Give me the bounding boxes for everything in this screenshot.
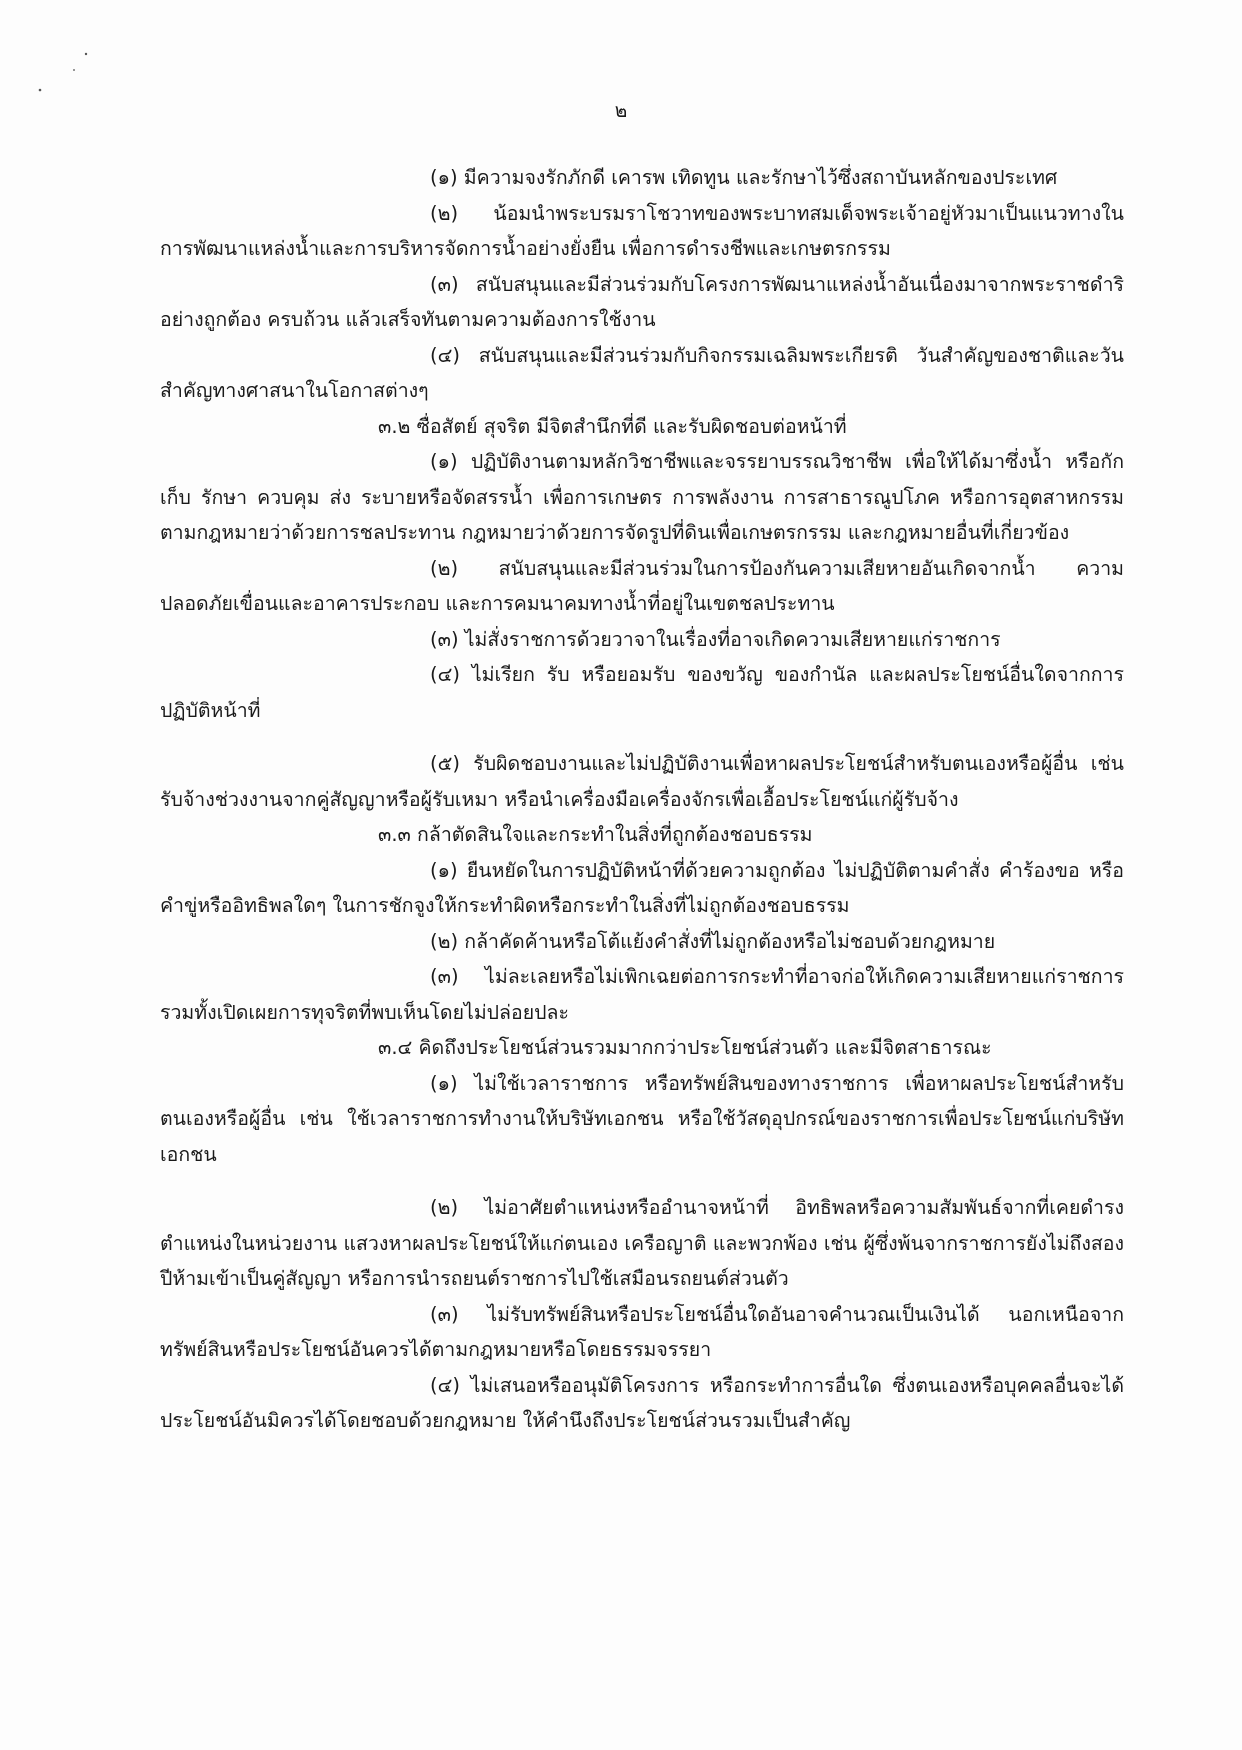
paragraph-public-2: (๒) ไม่อาศัยตำแหน่งหรืออำนาจหน้าที่ อิทธิพลหรือความสัมพันธ์จากที่เคยดำรงตำแหน่งในหน่วยงาน แสวงหาผลประโยชน์ให้แก่ตนเอง เครือญาติ และพวกพ้อง เช่น ผู้ซึ่งพ้นจากราชการยังไม่ถึงสองปีห้ามเข้าเป็นคู่สัญญา หรือการนำรถยนต์ราชการไปใช้เสมือนรถยนต์ส่วนตัว <box>160 1196 1124 1290</box>
paragraph-courage-1: (๑) ยืนหยัดในการปฏิบัติหน้าที่ด้วยความถูกต้อง ไม่ปฏิบัติตามคำสั่ง คำร้องขอ หรือคำขู่หรืออิทธิพลใดๆ ในการชักจูงให้กระทำผิดหรือกระทำในสิ่งที่ไม่ถูกต้องชอบธรรม <box>160 858 1124 917</box>
section-heading-3-2: ๓.๒ ซื่อสัตย์ สุจริต มีจิตสำนึกที่ดี และรับผิดชอบต่อหน้าที่ <box>378 414 847 438</box>
paragraph-honesty-3: (๓) ไม่สั่งราชการด้วยวาจาในเรื่องที่อาจเกิดความเสียหายแก่ราชการ <box>430 627 1001 651</box>
paragraph-loyalty-2: (๒) น้อมนำพระบรมราโชวาทของพระบาทสมเด็จพระเจ้าอยู่หัวมาเป็นแนวทางในการพัฒนาแหล่งน้ำและการบริหารจัดการน้ำอย่างยั่งยืน เพื่อการดำรงชีพและเกษตรกรรม <box>160 201 1124 260</box>
paragraph-public-1: (๑) ไม่ใช้เวลาราชการ หรือทรัพย์สินของทางราชการ เพื่อหาผลประโยชน์สำหรับตนเองหรือผู้อื่น เช่น ใช้เวลาราชการทำงานให้บริษัทเอกชน หรือใช้วัสดุอุปกรณ์ของราชการเพื่อประโยชน์แก่บริษัทเอกชน <box>160 1071 1124 1166</box>
paragraph-honesty-4: (๔) ไม่เรียก รับ หรือยอมรับ ของขวัญ ของกำนัล และผลประโยชน์อื่นใดจากการปฏิบัติหน้าที่ <box>160 663 1124 722</box>
paragraph-courage-2: (๒) กล้าคัดค้านหรือโต้แย้งคำสั่งที่ไม่ถูกต้องหรือไม่ชอบด้วยกฎหมาย <box>430 929 996 953</box>
paragraph-loyalty-4: (๔) สนับสนุนและมีส่วนร่วมกับกิจกรรมเฉลิมพระเกียรติ วันสำคัญของชาติและวันสำคัญทางศาสนาในโอกาสต่างๆ <box>160 343 1124 402</box>
paragraph-loyalty-1: (๑) มีความจงรักภักดี เคารพ เทิดทูน และรักษาไว้ซึ่งสถาบันหลักของประเทศ <box>430 166 1058 189</box>
paragraph-honesty-1: (๑) ปฏิบัติงานตามหลักวิชาชีพและจรรยาบรรณวิชาชีพ เพื่อให้ได้มาซึ่งน้ำ หรือกักเก็บ รักษา ควบคุม ส่ง ระบายหรือจัดสรรน้ำ เพื่อการเกษตร การพลังงาน การสาธารณูปโภค หรือการอุตสาหกรรม ตามกฎหมายว่าด้วยการชลประทาน กฎหมายว่าด้วยการจัดรูปที่ดินเพื่อเกษตรกรรม และกฎหมายอื่นที่เกี่ยวข้อง <box>160 450 1124 544</box>
paragraph-public-4: (๔) ไม่เสนอหรืออนุมัติโครงการ หรือกระทำการอื่นใด ซึ่งตนเองหรือบุคคลอื่นจะได้ประโยชน์อันมิควรได้โดยชอบด้วยกฎหมาย ให้คำนึงถึงประโยชน์ส่วนรวมเป็นสำคัญ <box>160 1373 1124 1432</box>
paragraph-honesty-5: (๕) รับผิดชอบงานและไม่ปฏิบัติงานเพื่อหาผลประโยชน์สำหรับตนเองหรือผู้อื่น เช่น รับจ้างช่วงงานจากคู่สัญญาหรือผู้รับเหมา หรือนำเครื่องมือเครื่องจักรเพื่อเอื้อประโยชน์แก่ผู้รับจ้าง <box>160 752 1124 811</box>
document-body <box>160 160 1124 1439</box>
page-number: ๒ <box>614 100 628 122</box>
paragraph-courage-3: (๓) ไม่ละเลยหรือไม่เพิกเฉยต่อการกระทำที่อาจก่อให้เกิดความเสียหายแก่ราชการรวมทั้งเปิดเผยการทุจริตที่พบเห็นโดยไม่ปล่อยปละ <box>160 965 1124 1024</box>
section-heading-3-3: ๓.๓ กล้าตัดสินใจและกระทำในสิ่งที่ถูกต้องชอบธรรม <box>378 823 813 846</box>
paragraph-loyalty-3: (๓) สนับสนุนและมีส่วนร่วมกับโครงการพัฒนาแหล่งน้ำอันเนื่องมาจากพระราชดำริอย่างถูกต้อง ครบถ้วน แล้วเสร็จทันตามความต้องการใช้งาน <box>160 272 1124 331</box>
section-heading-3-4: ๓.๔ คิดถึงประโยชน์ส่วนรวมมากกว่าประโยชน์ส่วนตัว และมีจิตสาธารณะ <box>378 1036 992 1059</box>
paragraph-honesty-2: (๒) สนับสนุนและมีส่วนร่วมในการป้องกันความเสียหายอันเกิดจากน้ำ ความปลอดภัยเขื่อนและอาคารประกอบ และการคมนาคมทางน้ำที่อยู่ในเขตชลประทาน <box>160 556 1124 615</box>
paragraph-public-3: (๓) ไม่รับทรัพย์สินหรือประโยชน์อื่นใดอันอาจคำนวณเป็นเงินได้ นอกเหนือจากทรัพย์สินหรือประโยชน์อันควรได้ตามกฎหมายหรือโดยธรรมจรรยา <box>160 1302 1124 1361</box>
